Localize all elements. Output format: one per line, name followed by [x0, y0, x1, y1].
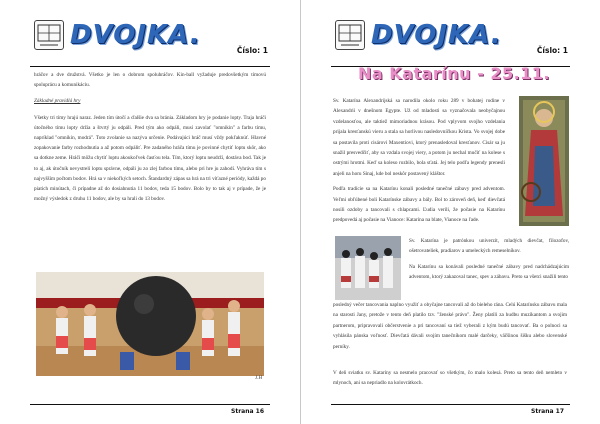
dance-paragraph: Na Katarínu sa konávali posledné tanečné zábavy pred nadchádzajúcim adventom, ktorý zakazoval tanec, spev a zábavu. Preto sa všetci snažili tento — [409, 263, 569, 281]
continued-paragraph: hráčov a dve družstvá. Všetko je len o dobrom spoluhráčov. Kin-ball vyžaduje predovšetkým tímovú spoluprácu a komunikáciu. — [34, 72, 266, 89]
tradition-paragraph: Podľa tradície sa na Katarínu konali posledné tanečné zábavy pred adventom. Veľmi obľúbené boli Katarínske zábavy a bály. Bol to zároveň deň, keď dievčatá nosili ozdoby a tancovali s chlapcami. Ľudia verili, že počasie na Katarínu predpovedá aj počasie na Vianoce: Katarína na blate, Vianoce na ľade. — [333, 186, 505, 224]
article-text-last — [333, 368, 567, 389]
page-footer — [30, 404, 270, 415]
intro-paragraph: Sv. Katarína Alexandrijská sa narodila okolo roku 289 v bohatej rodine v Alexandrii v dnešnom Egypte. Už od mladosti sa vyznačovala neobyčajnou vzdelanosťou, ale taktiež mimoriadnou krásou. Pod vplyvom svojho vzdelania prijala kresťanskú vieru a stala sa horlivou nasledovníčkou Krista. Vo svojej dobe sa postavila proti cisárovi Maxentiovi, ktorý prenasledoval kresťanov. Cisár sa ju snažil presvedčiť, aby sa vzdala svojej viery, a potom ju nechal mučiť na kolese s ostrými hrotmi. Keď sa koleso rozbilo, bola sťatá. Jej telo podľa legendy prenesli anjeli na horu Sinaj, kde bol neskôr postavený kláštor. — [333, 98, 505, 177]
rules-paragraph: Všetky tri tímy hrajú naraz. Jeden tím útočí a ďalšie dva sa bránia. Základom hry je podanie lopty. Traja hráči útočného tímu lopty držia a štvrtý ju odpáli. Pred tým ako odpáli, musí zavolať "omnikin" a farbu tímu, napríklad "omnikin, modrá". Toto zvolanie sa nazýva určenie. Podávajúci hráč musí vždy pokľaknúť. Hlavné zopakovanie farby rozhodnutia a až potom odpáliť. Pre zadaného hráča tímu je povinné chytiť loptu skôr, ako sa dotkne zeme. Hráči môžu chytiť loptu akoukoľvek časťou tela. Tím, ktorý loptu neudrží, dostáva bod. Tak je to aj, ak útočník nevystrelí loptu správne, odpáli ju zo zlej farbou tímu, alebo pri hre ju zahodí. Vyhráva tím s najvyšším počtom bodov. Hrá sa v niekoľkých setoch. Štandardný zápas sa hrá na tri víťazné periódy, každá po piatich minútach, či prípadne až do dosiahnutia 11 bodov, teda 15 bodov. Bolo by to tak aj v prípade, že je možný výsledok z druhu 11 bodov, ale by sa hrali do 13 bodov. — [34, 114, 266, 203]
page-footer — [331, 404, 570, 415]
masthead-title: DVOJKA. — [70, 20, 201, 50]
school-logo-icon — [335, 20, 365, 50]
closing-paragraph: V deň sviatku sv. Kataríny sa nesmelo pracovať so všetkým, čo malo kolesá. Preto sa tento deň nemleto v mlynoch, ani sa nepriadlo na kolovrátkoch. — [333, 370, 567, 387]
womens-right-paragraph: posledný večer tancovania naplno využiť a obyčajne tancovali až do bieleho rána. Celú Katarínsku zábavu mala na starosti Jany, pretože v tento deň platilo tzv. "ženské právo". Ženy platili za hudbu muzikantom a svojim partnerom, pripravovali občerstvenie a pri tancovaní sa tiež vyberali z kým budú tancovať. Ba o polnoci sa vyhlásila pánska voľnosť. Dievčatá dávali svojím tanečníkom malé darčeky, väčšinou šišku alebo slovenské perníky. — [333, 302, 567, 350]
article-text-bottom — [333, 300, 567, 357]
page-number: Strana 16 — [231, 408, 264, 415]
kin-ball-photo — [36, 272, 264, 376]
article-text — [34, 70, 266, 210]
masthead-title: DVOJKA. — [371, 20, 502, 50]
patron-paragraph: Sv. Katarína je patrónkou univerzít, mladých dievčat, filozofov, ošetrovateliek, pradiarov a umeleckých remeselníkov. — [409, 238, 569, 255]
issue-label: Číslo: 1 — [536, 46, 568, 55]
section-subheading: Základné pravidlá hry — [34, 98, 81, 105]
page-number: Strana 17 — [531, 408, 564, 415]
right-page — [300, 0, 600, 424]
article-headline: Na Katarínu - 25.11. — [357, 64, 551, 83]
saint-painting-photo — [519, 96, 569, 226]
issue-label: Číslo: 1 — [236, 46, 268, 55]
school-logo-icon — [34, 20, 64, 50]
author-mark: J.H — [255, 376, 263, 381]
folk-dance-photo — [335, 236, 401, 300]
page-header — [30, 16, 270, 67]
page-header — [331, 16, 570, 67]
article-text-wrap — [409, 236, 569, 288]
